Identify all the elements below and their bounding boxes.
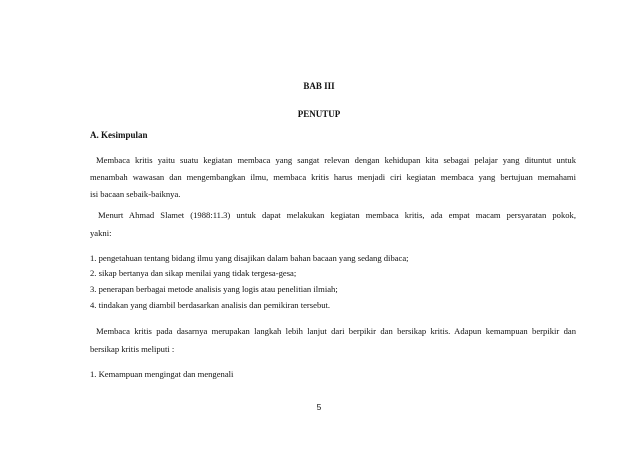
list-item: 3. penerapan berbagai metode analisis yang logis atau penelitian ilmiah; (90, 284, 338, 294)
paragraph-2-line-1: Menurt Ahmad Slamet (1988:11.3) untuk dapat melakukan kegiatan membaca kritis, ada empat macam persyaratan pokok, (98, 210, 576, 220)
list-item: 1. pengetahuan tentang bidang ilmu yang disajikan dalam bahan bacaan yang sedang dibaca; (90, 253, 409, 263)
chapter-title: PENUTUP (297, 109, 341, 119)
list-item: 2. sikap bertanya dan sikap menilai yang tidak tergesa-gesa; (90, 268, 297, 278)
page-number: 5 (316, 402, 322, 412)
paragraph-3-line-1: Membaca kritis pada dasarnya merupakan langkah lebih lanjut dari berpikir dan bersikap kritis. Adapun kemampuan berpikir dan (96, 326, 576, 336)
list-item: 4. tindakan yang diambil berdasarkan analisis dan pemikiran tersebut. (90, 300, 331, 310)
list-item: 1. Kemampuan mengingat dan mengenali (90, 369, 234, 379)
paragraph-1-line-2: menambah wawasan dan mengembangkan ilmu, membaca kritis harus menjadi ciri kegiatan membaca yang bertujuan memahami (90, 172, 576, 182)
paragraph-2-line-2: yakni: (90, 228, 112, 238)
paragraph-1-line-1: Membaca kritis yaitu suatu kegiatan membaca yang sangat relevan dengan kehidupan kita sebagai pelajar yang dituntut untuk (96, 155, 576, 165)
section-heading: A. Kesimpulan (90, 130, 148, 140)
chapter-label: BAB III (303, 81, 335, 91)
paragraph-1-line-3: isi bacaan sebaik-baiknya. (90, 189, 181, 199)
paragraph-3-line-2: bersikap kritis meliputi : (90, 344, 175, 354)
